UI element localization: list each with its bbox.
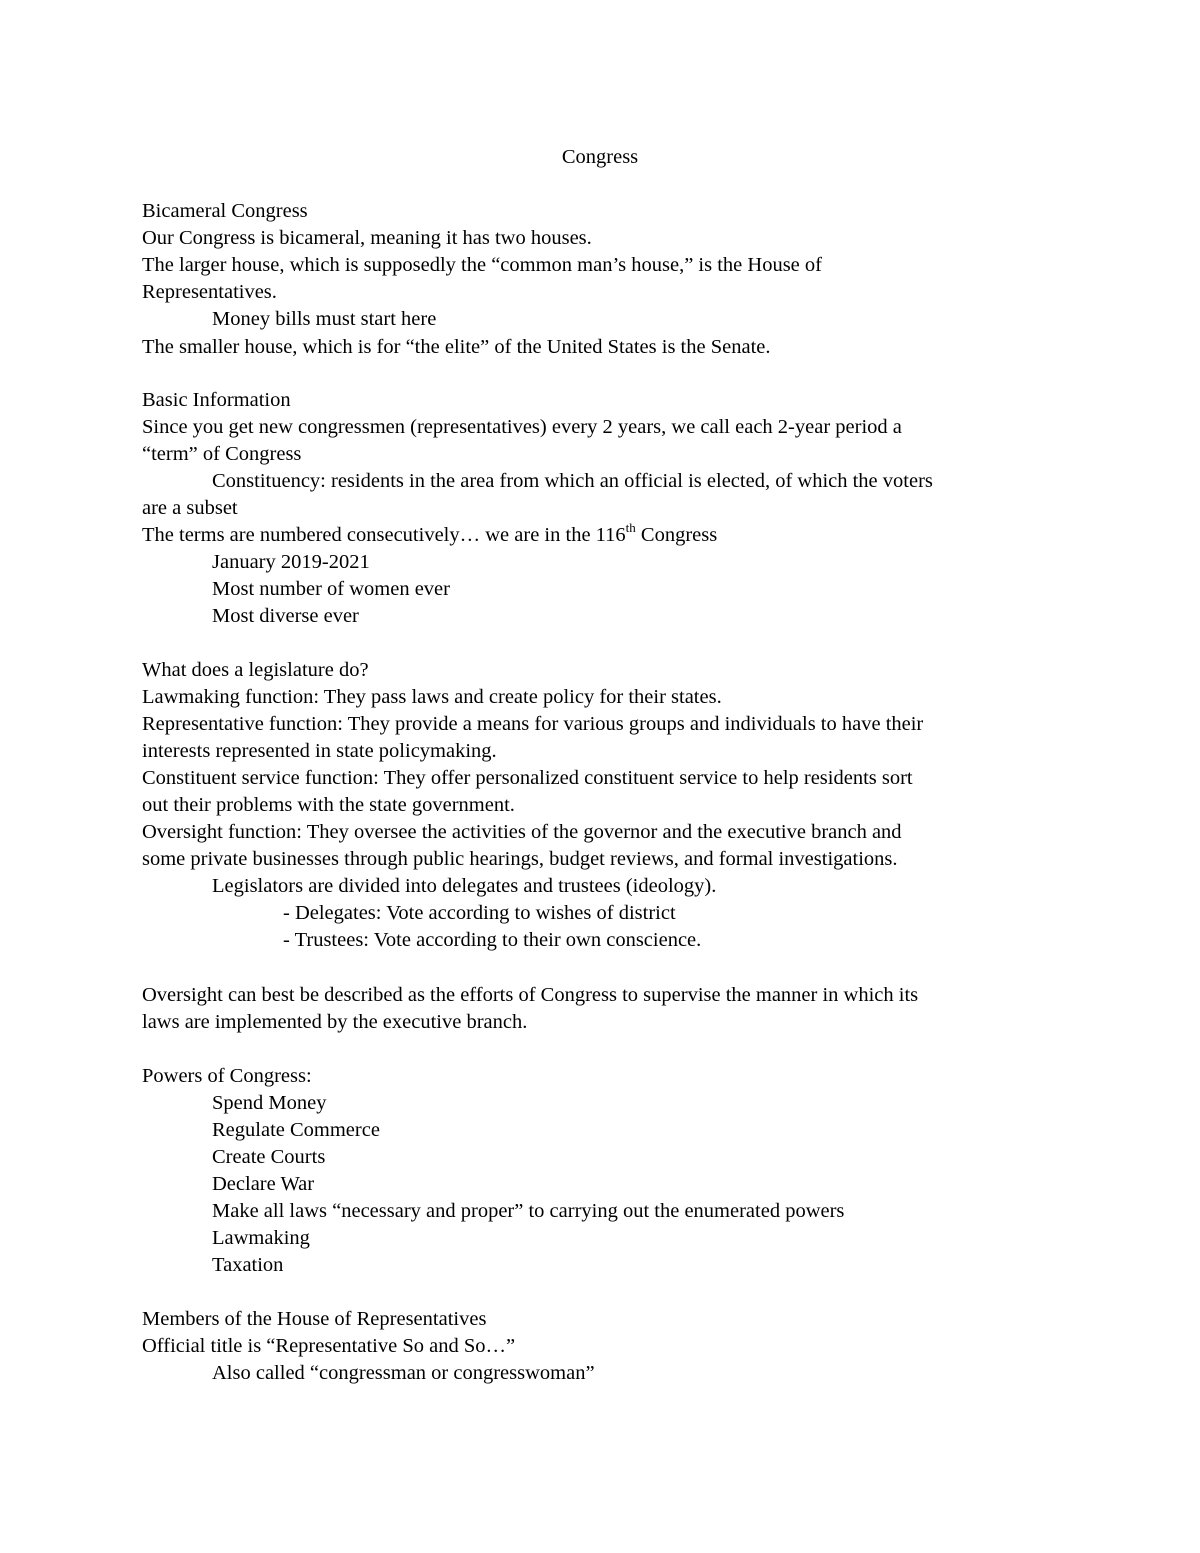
legislature-line-7: some private businesses through public hearings, budget reviews, and formal investigations.: [142, 848, 898, 870]
members-line-2: Also called “congressman or congresswoman”: [212, 1362, 595, 1384]
legislature-line-8: Legislators are divided into delegates and trustees (ideology).: [212, 875, 717, 897]
legislature-line-10: - Trustees: Vote according to their own conscience.: [283, 929, 702, 951]
basic-line-5-tail: Congress: [635, 524, 718, 546]
basic-line-2: “term” of Congress: [142, 443, 302, 465]
section-heading-legislature: What does a legislature do?: [142, 659, 369, 681]
powers-item: Spend Money: [212, 1092, 327, 1114]
section-heading-basic: Basic Information: [142, 389, 291, 411]
legislature-line-1: Lawmaking function: They pass laws and create policy for their states.: [142, 686, 722, 708]
powers-item: Regulate Commerce: [212, 1119, 380, 1141]
legislature-line-9: - Delegates: Vote according to wishes of district: [283, 902, 676, 924]
oversight-line-2: laws are implemented by the executive branch.: [142, 1011, 528, 1033]
powers-item: Lawmaking: [212, 1227, 310, 1249]
bicameral-line-5: The smaller house, which is for “the elite” of the United States is the Senate.: [142, 336, 771, 358]
basic-line-5-text: The terms are numbered consecutively… we are in the 116: [142, 524, 626, 546]
bicameral-line-4: Money bills must start here: [212, 308, 437, 330]
legislature-line-2: Representative function: They provide a means for various groups and individuals to have their: [142, 713, 924, 735]
basic-line-5: [142, 520, 718, 547]
legislature-line-4: Constituent service function: They offer personalized constituent service to help residents sort: [142, 767, 913, 789]
legislature-line-6: Oversight function: They oversee the activities of the governor and the executive branch and: [142, 821, 902, 843]
powers-item: Create Courts: [212, 1146, 326, 1168]
bicameral-line-3: Representatives.: [142, 281, 277, 303]
page-title: Congress: [561, 146, 639, 168]
legislature-line-3: interests represented in state policymaking.: [142, 740, 497, 762]
basic-line-4: are a subset: [142, 497, 238, 519]
section-heading-bicameral: Bicameral Congress: [142, 200, 308, 222]
basic-line-1: Since you get new congressmen (representatives) every 2 years, we call each 2-year period a: [142, 416, 902, 438]
basic-line-3: Constituency: residents in the area from which an official is elected, of which the voters: [212, 470, 933, 492]
powers-item: Taxation: [212, 1254, 284, 1276]
legislature-line-5: out their problems with the state government.: [142, 794, 515, 816]
section-heading-members: Members of the House of Representatives: [142, 1308, 487, 1330]
powers-item: Declare War: [212, 1173, 315, 1195]
basic-line-8: Most diverse ever: [212, 605, 359, 627]
members-line-1: Official title is “Representative So and So…”: [142, 1335, 516, 1357]
ordinal-suffix: th: [625, 520, 636, 536]
basic-line-7: Most number of women ever: [212, 578, 450, 600]
bicameral-line-1: Our Congress is bicameral, meaning it has two houses.: [142, 227, 592, 249]
powers-item: Make all laws “necessary and proper” to carrying out the enumerated powers: [212, 1200, 845, 1222]
section-heading-powers: Powers of Congress:: [142, 1065, 312, 1087]
basic-line-6: January 2019-2021: [212, 551, 370, 573]
oversight-line-1: Oversight can best be described as the efforts of Congress to supervise the manner in which its: [142, 984, 919, 1006]
bicameral-line-2: The larger house, which is supposedly the “common man’s house,” is the House of: [142, 254, 822, 276]
